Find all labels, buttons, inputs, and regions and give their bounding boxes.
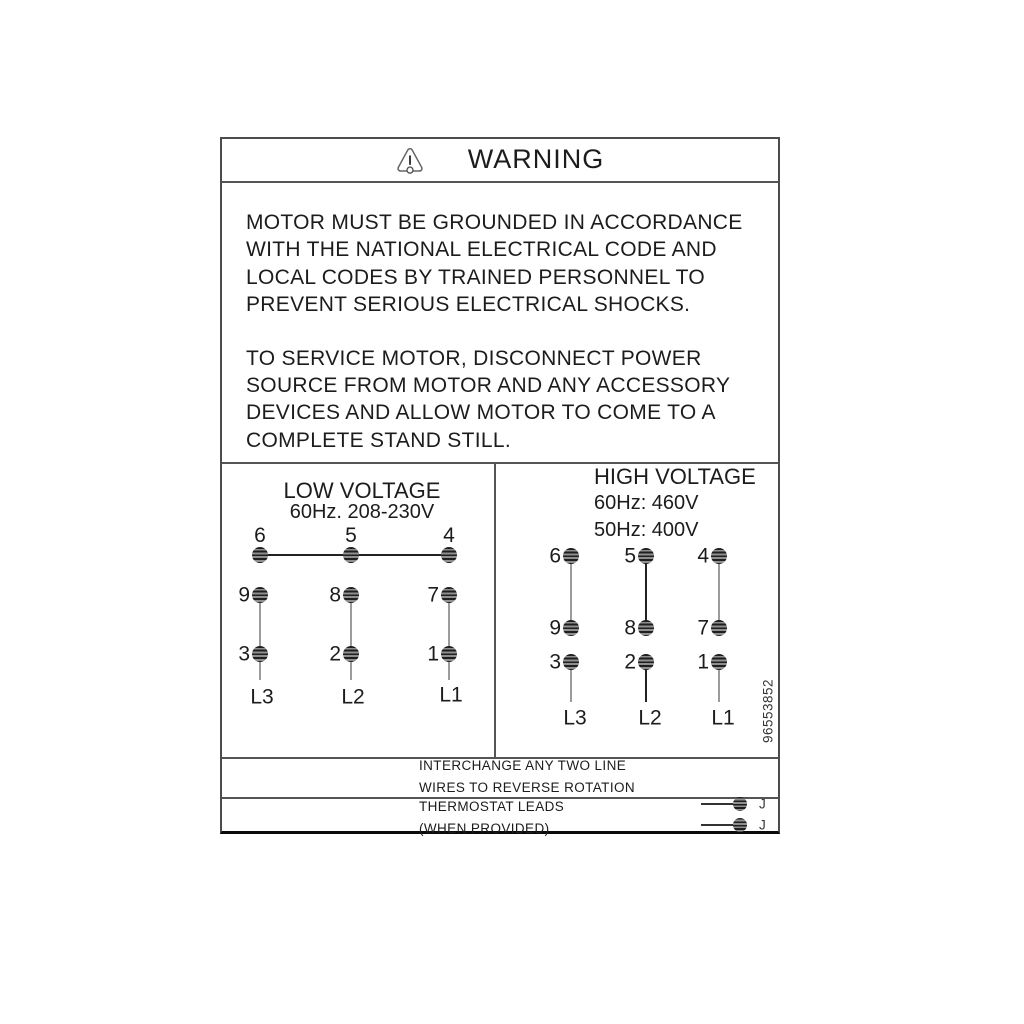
hv-terminal-4-label: 4 (697, 544, 709, 568)
lv-terminal-5-label: 5 (345, 524, 357, 547)
lv-terminal-4 (441, 547, 457, 563)
lv-wire-l1 (448, 595, 450, 680)
rotation-note-line2: WIRES TO REVERSE ROTATION (419, 780, 636, 795)
part-number: 96553852 (760, 678, 776, 744)
warning-text-line: SOURCE FROM MOTOR AND ANY ACCESSORY (246, 374, 731, 398)
hv-terminal-7-label: 7 (697, 616, 709, 640)
hv-line-label-l2: L2 (638, 706, 662, 730)
hv-line-label-l3: L3 (563, 706, 587, 730)
hv-terminal-2 (638, 654, 654, 670)
warning-text-line: COMPLETE STAND STILL. (246, 428, 511, 452)
hv-terminal-4 (711, 548, 727, 564)
low-voltage-title: LOW VOLTAGE (283, 478, 441, 503)
thermostat-leads-line2: (WHEN PROVIDED) (419, 821, 550, 836)
warning-text-line: WITH THE NATIONAL ELECTRICAL CODE AND (246, 238, 717, 262)
high-voltage-title: HIGH VOLTAGE (594, 464, 756, 489)
thermostat-lead-terminal-1 (733, 797, 747, 811)
lv-wire-l3 (259, 595, 261, 680)
hv-terminal-3-label: 3 (549, 650, 561, 674)
motor-warning-label (220, 137, 780, 834)
thermostat-lead-wire-1 (701, 803, 734, 805)
warning-text-line: TO SERVICE MOTOR, DISCONNECT POWER (246, 346, 702, 370)
hv-terminal-8 (638, 620, 654, 636)
lv-terminal-6 (252, 547, 268, 563)
lv-terminal-3 (252, 646, 268, 662)
hv-line-label-l1: L1 (711, 706, 735, 730)
high-voltage-subtitle-60hz: 60Hz: 460V (594, 492, 699, 514)
hv-terminal-3 (563, 654, 579, 670)
lv-terminal-1 (441, 646, 457, 662)
high-voltage-subtitle-50hz: 50Hz: 400V (594, 519, 699, 541)
hv-terminal-6 (563, 548, 579, 564)
hv-terminal-5-label: 5 (624, 544, 636, 568)
warning-body (222, 181, 778, 454)
lv-terminal-5 (343, 547, 359, 563)
thermostat-lead-label-2: J (759, 817, 766, 833)
lv-line-label-l1: L1 (439, 683, 463, 707)
service-warning-paragraph (246, 345, 778, 455)
hv-wire-4-7 (718, 556, 720, 628)
hv-wire-5-8 (645, 556, 647, 628)
hv-terminal-5 (638, 548, 654, 564)
lv-terminal-8-label: 8 (329, 583, 341, 607)
lv-terminal-9 (252, 587, 268, 603)
lv-terminal-8 (343, 587, 359, 603)
warning-text-line: LOCAL CODES BY TRAINED PERSONNEL TO (246, 265, 706, 289)
hv-wire-6-9 (570, 556, 572, 628)
lv-terminal-7 (441, 587, 457, 603)
rotation-note-line1: INTERCHANGE ANY TWO LINE (419, 758, 627, 773)
thermostat-leads-line1: THERMOSTAT LEADS (419, 799, 565, 814)
lv-terminal-4-label: 4 (443, 524, 455, 547)
thermostat-lead-terminal-2 (733, 818, 747, 832)
warning-header (222, 139, 778, 181)
lv-terminal-2-label: 2 (329, 642, 341, 666)
warning-text-line: MOTOR MUST BE GROUNDED IN ACCORDANCE (246, 211, 743, 234)
hv-terminal-1 (711, 654, 727, 670)
warning-text-line: DEVICES AND ALLOW MOTOR TO COME TO A (246, 401, 716, 425)
lv-line-label-l2: L2 (341, 685, 365, 709)
hv-terminal-9-label: 9 (549, 616, 561, 640)
lv-terminal-2 (343, 646, 359, 662)
lv-terminal-3-label: 3 (238, 642, 250, 666)
warning-text-line: PREVENT SERIOUS ELECTRICAL SHOCKS. (246, 293, 691, 317)
hv-terminal-6-label: 6 (549, 544, 561, 568)
thermostat-lead-wire-2 (701, 824, 734, 826)
hv-terminal-1-label: 1 (697, 650, 709, 674)
lv-wire-l2 (350, 595, 352, 680)
wiring-diagrams (222, 462, 778, 757)
hv-terminal-9 (563, 620, 579, 636)
warning-triangle-icon (396, 146, 424, 174)
thermostat-lead-label-1: J (759, 796, 766, 812)
lv-line-label-l3: L3 (250, 685, 274, 709)
hv-terminal-7 (711, 620, 727, 636)
lv-terminal-6-label: 6 (254, 524, 266, 547)
low-voltage-subtitle: 60Hz. 208-230V (289, 501, 435, 523)
grounding-warning-paragraph (246, 209, 778, 319)
warning-title: WARNING (467, 143, 605, 174)
hv-terminal-2-label: 2 (624, 650, 636, 674)
lv-terminal-7-label: 7 (427, 583, 439, 607)
lv-terminal-1-label: 1 (427, 642, 439, 666)
hv-terminal-8-label: 8 (624, 616, 636, 640)
diagram-divider (494, 462, 496, 757)
lv-terminal-9-label: 9 (238, 583, 250, 607)
